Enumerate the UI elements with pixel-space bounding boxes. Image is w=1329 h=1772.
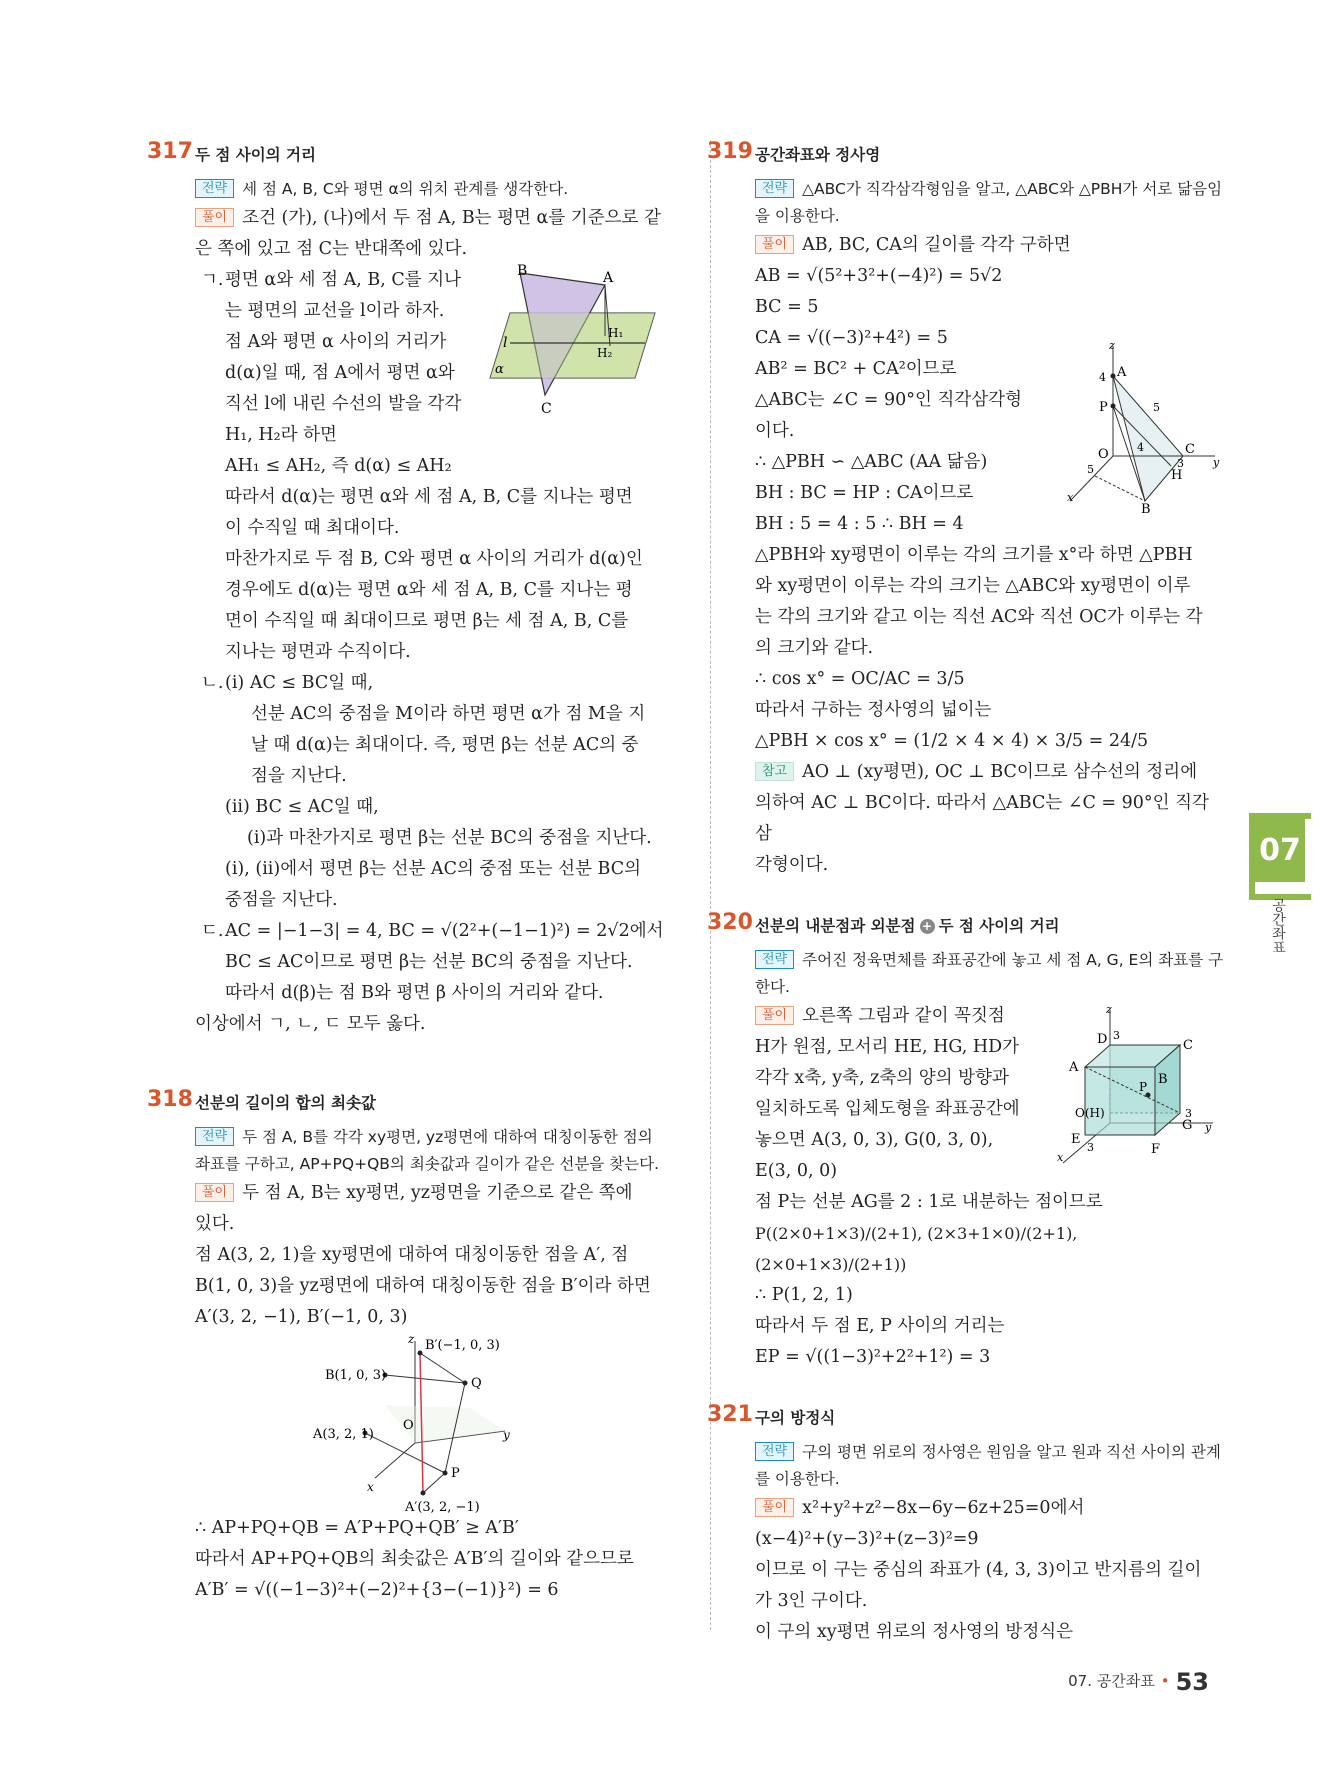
label-3b: 3 [1185,1107,1192,1120]
problem-header [707,139,1225,174]
label-A: A(3, 2, 1) [313,1427,374,1442]
solution-line: BC ≤ AC이므로 평면 β는 선분 BC의 중점을 지난다. [225,952,633,972]
problem-318 [147,1087,665,1606]
label-x: x [1067,491,1074,504]
label-H1: H₁ [608,326,624,340]
problem-320 [707,910,1225,1373]
solution-line: H가 원점, 모서리 HE, HG, HD가 [755,1037,1020,1057]
problem-number: 321 [707,1402,753,1427]
solution-line: ∴ AP+PQ+QB = A′P+PQ+QB′ ≥ A′B′ [195,1518,519,1538]
problem-number: 320 [707,910,753,935]
label-alpha: α [495,362,504,377]
right-triangle-3d-figure [1065,339,1225,517]
strategy-text: 주어진 정육면체를 좌표공간에 놓고 세 점 A, G, E의 좌표를 구한다. [755,951,1224,996]
label-z: z [1106,1003,1112,1016]
solution-line: 따라서 구하는 정사영의 넓이는 [755,700,992,720]
solution-line: 는 평면의 교선을 l이라 하자. [225,301,445,321]
label-5: 5 [1153,401,1160,414]
solution-line: 경우에도 d(α)는 평면 α와 세 점 A, B, C를 지나는 평 [225,580,633,600]
solution-line: AC = |−1−3| = 4, BC = √(2²+(−1−1)²) = 2√2에서 [225,921,664,941]
label-4: 4 [1099,371,1106,384]
solution-line: 직선 l에 내린 수선의 발을 각각 [225,394,462,414]
strategy-tag: 전략 [755,950,794,969]
solution-line: 점 A(3, 2, 1)을 xy평면에 대하여 대칭이동한 점을 A′, 점 [195,1245,629,1265]
problem-321 [707,1402,1225,1648]
solution-line: 와 xy평면이 이루는 각의 크기는 △ABC와 xy평면이 이루 [755,576,1191,596]
label-A: A [603,270,614,286]
strategy-text: 세 점 A, B, C와 평면 α의 위치 관계를 생각한다. [242,180,569,198]
label-5b: 5 [1087,463,1094,476]
label-z: z [1109,339,1115,352]
label-z: z [408,1332,415,1346]
label-H: H [1171,468,1183,483]
label-x: x [1057,1151,1064,1164]
label-y: y [1205,1121,1212,1134]
solution-line: B(1, 0, 3)을 yz평면에 대하여 대칭이동한 점을 B′이라 하면 [195,1276,651,1296]
problem-number: 319 [707,139,753,164]
solution-line: 있다. [195,1214,235,1234]
solution-line: 평면 α와 세 점 A, B, C를 지나 [225,270,462,290]
label-G: G [1182,1118,1193,1133]
chapter-tab-label: 공간좌표 [1270,898,1286,954]
reference-line: AO ⊥ (xy평면), OC ⊥ BC이므로 삼수선의 정리에 [802,762,1198,782]
solution-line: 이다. [755,421,795,441]
solution-line: △PBH × cos x° = (1/2 × 4 × 4) × 3/5 = 24/5 [755,731,1149,751]
strategy-tag: 전략 [195,179,234,198]
label-3: 3 [1177,457,1184,470]
solution-line: (i) AC ≤ BC일 때, [225,673,374,693]
footer-dot: • [1160,1672,1170,1690]
problem-number: 318 [147,1087,193,1112]
reference-line: 각형이다. [755,855,829,875]
solution-line: ∴ P(1, 2, 1) [755,1285,853,1305]
reflection-figure [313,1332,625,1515]
solution-line: (x−4)²+(y−3)²+(z−3)²=9 [755,1529,979,1549]
left-column [147,139,665,1606]
problem-header [147,1087,665,1122]
strategy-tag: 전략 [755,179,794,198]
solution-line: 지나는 평면과 수직이다. [225,642,411,662]
strategy-text: 구의 평면 위로의 정사영은 원임을 알고 원과 직선 사이의 관계를 이용한다. [755,1443,1221,1488]
solution-tag: 풀이 [195,208,234,227]
solution-line: 점 A와 평면 α 사이의 거리가 [225,332,447,352]
footer-section: 07. 공간좌표 [1068,1672,1155,1690]
solution-line: H₁, H₂라 하면 [225,425,337,445]
problem-number: 317 [147,139,193,164]
label-B: B(1, 0, 3) [325,1368,387,1383]
solution-tag: 풀이 [195,1183,234,1202]
item-d [195,916,665,1009]
label-B: B [1158,1072,1168,1087]
solution-tag: 풀이 [755,1498,794,1517]
solution-line: E(3, 0, 0) [755,1161,838,1181]
title-part: 선분의 내분점과 외분점 [755,917,916,935]
problem-317 [147,139,665,1040]
solution-line: △ABC는 ∠C = 90°인 직각삼각형 [755,390,1022,410]
problem-title: 구의 방정식 [755,1409,836,1427]
solution-line: 선분 AC의 중점을 M이라 하면 평면 α가 점 M을 지 [251,704,646,724]
solution-line: 각각 x축, y축, z축의 양의 방향과 [755,1068,1009,1088]
solution-line: 조건 (가), (나)에서 두 점 A, B는 평면 α를 기준으로 같 [242,208,661,228]
solution-line: (i)과 마찬가지로 평면 β는 선분 BC의 중점을 지난다. [247,828,652,848]
page-footer [1068,1668,1209,1696]
solution-line: x²+y²+z²−8x−6y−6z+25=0에서 [802,1498,1085,1518]
solution-line: CA = √((−3)²+4²) = 5 [755,328,948,348]
label-4b: 4 [1137,441,1144,454]
label-B: B [1141,502,1151,517]
solution-line: ∴ △PBH ∽ △ABC (AA 닮음) [755,452,988,472]
problem-title: 선분의 길이의 합의 최솟값 [195,1094,376,1112]
label-O: O [403,1418,414,1433]
solution-line: 오른쪽 그림과 같이 꼭짓점 [802,1006,1005,1026]
label-P: P [1099,400,1108,415]
solution-line: 일치하도록 입체도형을 좌표공간에 [755,1099,1020,1119]
reference-line: 의하여 AC ⊥ BC이다. 따라서 △ABC는 ∠C = 90°인 직각삼 [755,793,1209,844]
label-OH: O(H) [1075,1106,1105,1120]
label-3: 3 [1113,1029,1120,1042]
solution-tag: 풀이 [755,1006,794,1025]
label-3c: 3 [1087,1141,1094,1154]
solution-tag: 풀이 [755,235,794,254]
conclusion: 이상에서 ㄱ, ㄴ, ㄷ 모두 옳다. [195,1014,426,1034]
solution-line: A′B′ = √((−1−3)²+(−2)²+{3−(−1)}²) = 6 [195,1580,559,1600]
solution-line: 이 구의 xy평면 위로의 정사영의 방정식은 [755,1622,1074,1642]
label-E: E [1071,1132,1081,1147]
solution-line: AB, BC, CA의 길이를 각각 구하면 [802,235,1071,255]
label-H2: H₂ [597,346,613,360]
item-label: ㄴ. [201,673,224,693]
problem-319 [707,139,1225,881]
solution-line: EP = √((1−3)²+2²+1²) = 3 [755,1347,991,1367]
label-P: P [1139,1080,1148,1094]
solution-line: 따라서 AP+PQ+QB의 최솟값은 A′B′의 길이와 같으므로 [195,1549,634,1569]
solution-line: BH : BC = HP : CA이므로 [755,483,974,503]
solution-line: 따라서 d(β)는 점 B와 평면 β 사이의 거리와 같다. [225,983,604,1003]
label-B: B [517,263,528,279]
problem-title [755,917,1060,935]
label-F: F [1151,1142,1161,1157]
label-y: y [1213,456,1220,469]
solution-line: AB² = BC² + CA²이므로 [755,359,957,379]
label-Q: Q [471,1376,482,1391]
solution-line: AB = √(5²+3²+(−4)²) = 5√2 [755,266,1003,286]
label-A: A [1069,1060,1079,1075]
label-Aprime: A′(3, 2, −1) [405,1500,480,1515]
item-label: ㄷ. [201,921,224,941]
solution-line: 이므로 이 구는 중심의 좌표가 (4, 3, 3)이고 반지름의 길이 [755,1560,1202,1580]
solution-line: d(α)일 때, 점 A에서 평면 α와 [225,363,455,383]
label-C: C [541,401,552,417]
solution-line: 마찬가지로 두 점 B, C와 평면 α 사이의 거리가 d(α)인 [225,549,643,569]
strategy-text: 두 점 A, B를 각각 xy평면, yz평면에 대하여 대칭이동한 점의 좌표를 구하고, AP+PQ+QB의 최솟값과 길이가 같은 선분을 찾는다. [195,1128,660,1173]
solution-line: A′(3, 2, −1), B′(−1, 0, 3) [195,1307,408,1327]
solution-line: (i), (ii)에서 평면 β는 선분 AC의 중점 또는 선분 BC의 [225,859,642,879]
label-D: D [1097,1032,1108,1047]
solution-line: 날 때 d(α)는 최대이다. 즉, 평면 β는 선분 AC의 중 [251,735,639,755]
item-n [195,668,665,916]
solution-line: 점 P는 선분 AG를 2 : 1로 내분하는 점이므로 [755,1192,1103,1212]
label-A: A [1117,365,1127,380]
label-C: C [1185,442,1195,457]
solution-line: 이 수직일 때 최대이다. [225,518,400,538]
solution-line: 가 3인 구이다. [755,1591,868,1611]
solution-line: 놓으면 A(3, 0, 3), G(0, 3, 0), [755,1130,994,1150]
title-part: 두 점 사이의 거리 [938,917,1060,935]
strategy-tag: 전략 [755,1442,794,1461]
strategy-tag: 전략 [195,1127,234,1146]
solution-line: 중점을 지난다. [225,890,338,910]
solution-line: 은 쪽에 있고 점 C는 반대쪽에 있다. [195,239,468,259]
cube-figure [1055,1005,1215,1165]
solution-line: 는 각의 크기와 같고 이는 직선 AC와 직선 OC가 이루는 각 [755,607,1203,627]
plane-triangle-figure [485,263,655,423]
label-C: C [1183,1038,1193,1053]
solution-line: △PBH와 xy평면이 이루는 각의 크기를 x°라 하면 △PBH [755,545,1193,565]
solution-line: P((2×0+1×3)/(2+1), (2×3+1×0)/(2+1), (2×0+1×3)/(2+1)) [755,1224,1078,1274]
label-y: y [503,1428,510,1442]
problem-header [707,1402,1225,1437]
problem-title: 두 점 사이의 거리 [195,146,317,164]
solution-line: AH₁ ≤ AH₂, 즉 d(α) ≤ AH₂ [225,456,452,476]
item-label: ㄱ. [201,270,224,290]
solution-line: 면이 수직일 때 최대이므로 평면 β는 세 점 A, B, C를 [225,611,629,631]
solution-line: 의 크기와 같다. [755,638,874,658]
plus-icon: + [920,919,935,934]
solution-line: 따라서 d(α)는 평면 α와 세 점 A, B, C를 지나는 평면 [225,487,633,507]
label-Bprime: B′(−1, 0, 3) [425,1338,500,1353]
right-column [707,139,1225,1648]
solution-line: ∴ cos x° = OC/AC = 3/5 [755,669,965,689]
solution-line: 점을 지난다. [251,766,347,786]
label-P: P [451,1466,460,1481]
solution-line: 따라서 두 점 E, P 사이의 거리는 [755,1316,1005,1336]
solution-line: (ii) BC ≤ AC일 때, [225,797,379,817]
label-x: x [367,1480,374,1494]
solution-line: BH : 5 = 4 : 5 ∴ BH = 4 [755,514,964,534]
problem-title: 공간좌표와 정사영 [755,146,881,164]
chapter-tab-number: 07 [1259,833,1301,868]
problem-header [707,910,1225,945]
reference-tag: 참고 [755,762,794,781]
solution-line: 두 점 A, B는 xy평면, yz평면을 기준으로 같은 쪽에 [242,1183,633,1203]
page-number: 53 [1175,1668,1209,1696]
strategy-text: △ABC가 직각삼각형임을 알고, △ABC와 △PBH가 서로 닮음임을 이용한다. [755,180,1223,225]
problem-header [147,139,665,174]
label-l: l [503,335,508,351]
solution-line: BC = 5 [755,297,819,317]
label-O: O [1098,447,1109,462]
